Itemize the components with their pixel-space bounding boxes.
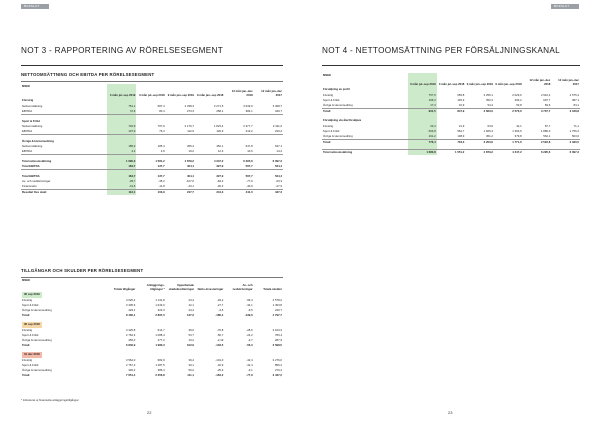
- header-label: [21, 283, 107, 292]
- cell-value: 53,8: [494, 103, 523, 109]
- column-header: 9 mån jan–sep 2019: [466, 81, 493, 86]
- cell-value: 3 564,0: [125, 357, 136, 362]
- cell-value: 19,2: [166, 149, 195, 155]
- row-label: Sport & Fritid: [323, 128, 340, 133]
- row-label: Övriga & Hemsmediring: [22, 338, 52, 343]
- column-header: 9 mån jan–sep 2018: [197, 92, 224, 97]
- cell-value: 2 029,6: [512, 92, 522, 97]
- cell-value: -76,8: [216, 327, 224, 332]
- cell-value: 6 097,3: [551, 149, 580, 155]
- cell-value: 12,3: [195, 149, 224, 155]
- cell-value: 751,1: [107, 104, 136, 109]
- row-label: Sport & Fritid: [22, 362, 39, 367]
- cell-value: 287,9: [275, 338, 282, 343]
- cell-value: -25,3: [216, 368, 224, 373]
- column-header: 12 mån jan–dec 2018: [529, 78, 551, 86]
- cell-value: 562,1: [523, 134, 552, 140]
- cell-value: 80,4: [136, 109, 165, 115]
- cell-value: 3,9: [136, 149, 165, 155]
- column-header: Netto-investeringar: [197, 286, 224, 291]
- cell-value: 138,9: [437, 134, 466, 140]
- cell-value: 6 846,9: [125, 343, 136, 348]
- section-title: TILLGÅNGAR OCH SKULDER PER RÖRELSESEGMENT: [21, 268, 144, 273]
- cell-value: 112,9: [166, 129, 195, 135]
- cell-value: 137,7: [157, 173, 165, 178]
- row-label: Total EBITDA: [22, 173, 40, 178]
- row-label: Finansnetto: [21, 184, 107, 190]
- cell-value: 14,4: [254, 149, 283, 155]
- column-header: 9 mån jan–sep 2019: [167, 92, 194, 97]
- cell-value: 697,7: [543, 97, 551, 102]
- cell-value: 273,3: [166, 109, 195, 115]
- cell-value: 1 643,0: [155, 302, 165, 307]
- cell-value: 503,0: [551, 134, 580, 140]
- cell-value: 614,7: [157, 327, 165, 332]
- cell-value: 2 575,4: [569, 92, 579, 97]
- cell-value: 137,7: [136, 164, 165, 170]
- table-row: [322, 149, 580, 155]
- row-label: Försäljning av profil: [323, 87, 350, 92]
- column-header: 9 mån jan–sep 2018: [495, 81, 522, 86]
- column-header: 3 mån jul–sep 2018: [139, 92, 165, 97]
- cell-value: -56,7: [216, 332, 224, 337]
- cell-value: 2 910,4: [540, 92, 551, 97]
- sales-channel-table: [322, 73, 580, 155]
- cell-value: 10,6: [224, 149, 253, 155]
- cell-value: 707,9: [157, 123, 165, 128]
- divider: [21, 65, 283, 66]
- cell-value: -32,9: [216, 362, 224, 367]
- cell-value: 17,3: [408, 103, 437, 109]
- cell-value: 270,2: [275, 368, 282, 373]
- cell-value: -163,2: [215, 373, 224, 378]
- row-label: Total nettoomsättning: [22, 158, 52, 163]
- cell-value: 1 393,6: [512, 128, 522, 133]
- date-badge: 31 dec 2018: [24, 352, 40, 357]
- cell-value: 1 665,4: [483, 128, 493, 133]
- cell-value: 2 897,0: [155, 313, 165, 318]
- cell-value: 184,7: [107, 174, 136, 179]
- row-label: Sport & Fritid: [22, 332, 39, 337]
- cell-value: 534,4: [275, 173, 282, 178]
- cell-value: 2 256,1: [483, 92, 493, 97]
- cell-value: 327,9: [195, 164, 224, 170]
- column-header: Upparbetade skattekrediteringar: [168, 283, 194, 291]
- spacer: [21, 378, 107, 382]
- row-label: Fönstrig: [22, 327, 33, 332]
- cell-value: 493,2: [514, 97, 522, 102]
- cell-value: -101,0: [215, 357, 224, 362]
- cell-value: 53,7: [188, 332, 194, 337]
- header-label: [322, 78, 408, 87]
- cell-value: 120,9: [195, 129, 224, 135]
- cell-value: -3,7: [247, 338, 253, 343]
- cell-value: 1 756,3: [569, 128, 579, 133]
- row-label: Nettoomsättning: [22, 123, 43, 128]
- cell-value: 1 823,4: [213, 123, 224, 128]
- cell-value: -30,3: [195, 184, 224, 190]
- cell-value: 349,7: [254, 109, 283, 115]
- cell-value: 687,4: [157, 103, 165, 108]
- table-row: [21, 190, 283, 196]
- cell-value: 63,9: [487, 123, 493, 128]
- cell-value: -34,1: [246, 302, 253, 307]
- row-label: Försäljning via återförsäljare: [323, 118, 362, 123]
- cell-value: 103,9: [157, 190, 165, 195]
- cell-value: -96,4: [246, 297, 253, 302]
- cell-value: -31,6: [107, 184, 136, 190]
- row-label: Övriga & Hemsmediring: [22, 138, 54, 143]
- cell-value: -35,7: [107, 179, 136, 184]
- cell-value: -139,6: [244, 313, 253, 318]
- cell-value: 1 287,5: [155, 362, 165, 367]
- cell-value: 7 651,4: [125, 373, 136, 378]
- cell-value: 21,9: [458, 123, 465, 128]
- cell-value: 6 295,6: [243, 158, 253, 163]
- cell-value: 4 797,7: [272, 313, 282, 318]
- cell-value: 3 649,0: [243, 103, 253, 108]
- row-label: Av- och nedskrivningar: [22, 178, 51, 183]
- row-label: Totalt: [22, 373, 30, 378]
- cell-value: 379,8: [494, 134, 523, 140]
- document-tag: BOKSLUT: [21, 4, 49, 9]
- cell-value: 1 581,2: [155, 158, 165, 163]
- cell-value: -77,9: [246, 178, 253, 183]
- cell-value: 105,3: [408, 98, 437, 103]
- row-label: Fönstrig: [323, 123, 334, 128]
- cell-value: 23,4: [408, 124, 437, 129]
- cell-value: 184,7: [107, 164, 136, 170]
- cell-value: 50,2: [188, 368, 194, 373]
- cell-value: -9,5: [247, 308, 253, 312]
- cell-value: 4 879,2: [184, 158, 194, 163]
- cell-value: 107,9: [107, 129, 136, 135]
- cell-value: 1 880,0: [540, 128, 551, 133]
- row-label: EBITDA: [21, 129, 107, 135]
- cell-value: 647,8: [245, 143, 253, 148]
- cell-value: 4,2: [107, 149, 136, 155]
- cell-value: 2 377,7: [243, 123, 253, 128]
- cell-value: 2 522,8: [540, 140, 551, 145]
- cell-value: -11,8: [136, 184, 165, 190]
- cell-value: 244,3: [216, 190, 224, 195]
- cell-value: 2 767,3: [125, 362, 136, 367]
- column-header: Av- och nedskrivningar: [232, 283, 253, 291]
- note-title: NOT 3 - RAPPORTERING AV RÖRELSESEGMENT: [21, 46, 224, 55]
- segment-assets-table: [21, 278, 283, 382]
- cell-value: 567,7: [224, 164, 253, 170]
- cell-value: 102,9: [186, 343, 194, 348]
- cell-value: 330,2: [128, 368, 136, 373]
- cell-value: 10,2: [188, 338, 194, 343]
- cell-value: 3 425,8: [125, 327, 136, 332]
- segment-revenue-table: [21, 84, 283, 195]
- unit-label: MSEK: [22, 84, 31, 88]
- cell-value: -107,6: [186, 178, 194, 183]
- cell-value: 2 576,6: [512, 109, 522, 114]
- cell-value: -56,3: [246, 343, 253, 348]
- cell-value: 456,3: [128, 338, 136, 343]
- date-badge: 30 sep 2019: [24, 292, 40, 297]
- cell-value: 534,4: [254, 164, 283, 170]
- cell-value: -24,2: [246, 332, 253, 337]
- column-header: Totala tillgångar: [113, 286, 136, 291]
- cell-value: 3 598,5: [272, 343, 282, 348]
- cell-value: 8 436,1: [125, 313, 136, 318]
- unit-label: MSEK: [22, 278, 31, 282]
- cell-value: 2 356,8: [155, 373, 165, 378]
- cell-value: 1 690,3: [107, 159, 136, 164]
- row-label: Övriga & Hemsmediring: [322, 103, 408, 109]
- cell-value: -40,9: [224, 184, 253, 190]
- cell-value: 1 980,3: [155, 343, 165, 348]
- cell-value: 6 295,6: [523, 149, 552, 155]
- row-label: Nettoomsättning: [22, 143, 43, 148]
- cell-value: 703,3: [457, 140, 465, 145]
- cell-value: 3 405,6: [125, 302, 136, 307]
- cell-value: 2 578,2: [272, 297, 282, 302]
- cell-value: 682,9: [157, 357, 165, 362]
- row-label: Sport & Fritid: [22, 118, 40, 123]
- cell-value: 1 088,4: [155, 332, 165, 337]
- cell-value: 404,1: [186, 173, 194, 178]
- cell-value: 111,1: [187, 373, 194, 378]
- row-label: Sport & Fritid: [22, 302, 39, 307]
- cell-value: 213,2: [224, 129, 253, 135]
- cell-value: 39,0: [188, 327, 194, 332]
- cell-value: 437,2: [275, 190, 282, 195]
- row-label: Övriga & Hemsmediring: [22, 368, 52, 373]
- note-title: NOT 4 - NETTOOMSÄTTNING PER FÖRSÄLJNINGSKANAL: [322, 46, 560, 55]
- cell-value: -42,4: [246, 357, 253, 362]
- cell-value: -49,2: [216, 297, 224, 302]
- cell-value: 352,3: [485, 97, 493, 102]
- column-header: 3 mån jul–sep 2019: [107, 89, 136, 98]
- cell-value: 603,8: [408, 129, 437, 134]
- cell-value: 404,1: [166, 164, 195, 170]
- cell-value: 1 771,6: [512, 140, 522, 145]
- cell-value: 113,1: [107, 190, 136, 196]
- column-header: 12 mån jan–dec 2018: [231, 89, 253, 97]
- cell-value: 23,4: [188, 297, 194, 302]
- cell-value: 277,2: [157, 338, 165, 343]
- cell-value: 776,4: [408, 140, 437, 146]
- cell-value: 145,3: [457, 97, 465, 102]
- cell-value: 4 347,2: [494, 149, 523, 155]
- cell-value: 87,7: [544, 123, 551, 128]
- cell-value: 455,4: [186, 143, 194, 148]
- cell-value: 3 468,7: [272, 103, 282, 108]
- cell-value: -27,7: [216, 302, 224, 307]
- cell-value: 441,0: [245, 190, 253, 195]
- cell-value: 4 879,2: [465, 149, 494, 155]
- cell-value: -2,19: [216, 338, 224, 343]
- cell-value: 387,1: [572, 97, 579, 102]
- cell-value: 2 163,3: [272, 327, 282, 332]
- section-title: NETTOOMSÄTTNING OCH EBITDA PER RÖRELSESEGMENT: [21, 72, 155, 77]
- row-label: Total nettoomsättning: [322, 149, 408, 155]
- cell-value: 30,1: [188, 362, 194, 367]
- cell-value: 665,8: [457, 92, 465, 97]
- cell-value: 637,1: [275, 143, 282, 148]
- row-label: Nettoomsättning: [22, 103, 43, 108]
- unit-label: MSEK: [323, 73, 332, 77]
- cell-value: 185,4: [157, 143, 165, 148]
- cell-value: 185,3: [107, 144, 136, 149]
- cell-value: 258,1: [195, 109, 224, 115]
- column-header: Totala skulder: [263, 286, 282, 291]
- row-label: Totalt: [323, 140, 331, 145]
- cell-value: 54,4: [465, 103, 494, 109]
- document-tag: BOKSLUT: [551, 4, 579, 9]
- row-label: Sport & Fritid: [323, 97, 340, 102]
- cell-value: 783,4: [275, 332, 282, 337]
- cell-value: -27,9: [254, 184, 283, 190]
- row-label: Total EBITDA: [21, 164, 107, 170]
- page-number: 22: [147, 410, 152, 415]
- cell-value: 4 025,4: [125, 297, 136, 302]
- cell-value: -28,6: [246, 327, 253, 332]
- cell-value: -35,2: [158, 178, 165, 183]
- cell-value: 1 131,8: [155, 297, 165, 302]
- divider: [322, 65, 580, 66]
- cell-value: 562,7: [457, 128, 465, 133]
- cell-value: 567,7: [245, 173, 253, 178]
- cell-value: 2 311,0: [272, 123, 282, 128]
- cell-value: 2 663,0: [483, 109, 493, 114]
- row-label: Fönstrig: [22, 98, 34, 103]
- cell-value: -32,4: [246, 362, 253, 367]
- cell-value: -77,9: [246, 373, 253, 378]
- cell-value: 84,1: [551, 103, 580, 109]
- row-label: Totalt: [22, 343, 30, 348]
- cell-value: 72,6: [107, 109, 136, 115]
- cell-value: 71,1: [573, 123, 579, 128]
- cell-value: -3,1: [247, 368, 253, 373]
- cell-value: -186,4: [215, 313, 224, 318]
- cell-value: 3 046,8: [569, 109, 579, 114]
- cell-value: 2 203,6: [483, 140, 493, 145]
- cell-value: 3 707,7: [540, 109, 551, 114]
- cell-value: 39,4: [188, 357, 194, 362]
- column-header: 12 mån jan–dec 2017: [261, 89, 282, 97]
- row-label: Totalt: [22, 313, 30, 318]
- row-label: Totalt: [323, 109, 331, 114]
- cell-value: 240,7: [275, 308, 282, 312]
- cell-value: 4 347,2: [213, 158, 224, 163]
- cell-value: 856,2: [275, 362, 282, 367]
- row-label: EBITDA: [21, 149, 107, 155]
- row-label: Övriga & Hemsmediring: [22, 308, 52, 312]
- cell-value: 2 330,5: [569, 140, 579, 145]
- cell-value: 322,3: [157, 308, 165, 312]
- column-header: Anläggnings-tillgångar *: [146, 283, 165, 291]
- page-number: 23: [448, 410, 453, 415]
- cell-value: 1 680,8: [408, 149, 437, 155]
- cell-value: 6 097,3: [272, 158, 282, 163]
- column-header: 3 mån jul–sep 2018: [438, 81, 465, 86]
- cell-value: 2 176,7: [184, 123, 194, 128]
- row-label: EBITDA: [21, 109, 107, 115]
- row-label: Resultat före skatt: [22, 190, 47, 195]
- footnote: * Inkluderar ej finansiella anläggningstillgångar: [21, 398, 79, 402]
- date-badge: 30 sep 2018: [24, 322, 40, 327]
- cell-value: -63,3: [275, 178, 282, 183]
- cell-value: 847,9: [457, 109, 465, 114]
- cell-value: 16,9: [437, 103, 466, 109]
- cell-value: 42,1: [188, 302, 194, 307]
- cell-value: -133,5: [215, 343, 224, 348]
- cell-value: -43,1: [166, 184, 195, 190]
- cell-value: 901,5: [408, 109, 437, 115]
- row-label: Övriga & Hemsmediring: [322, 134, 408, 140]
- cell-value: 327,9: [216, 173, 224, 178]
- cell-value: 2 271,5: [213, 103, 224, 108]
- cell-value: 429,1: [128, 308, 136, 312]
- row-label: Fönstrig: [22, 297, 33, 302]
- cell-value: -84,3: [216, 178, 224, 183]
- cell-value: 451,2: [465, 134, 494, 140]
- cell-value: 1 453,8: [272, 302, 282, 307]
- header-label: [21, 89, 107, 98]
- row-label: Fönstrig: [22, 357, 33, 362]
- cell-value: 452,1: [216, 143, 224, 148]
- cell-value: 24,4: [188, 308, 194, 312]
- column-header: 3 mån jul–sep 2019: [408, 78, 437, 87]
- cell-value: 386,4: [157, 368, 165, 373]
- cell-value: 2 764,3: [125, 332, 136, 337]
- cell-value: 1 551,2: [437, 149, 466, 155]
- cell-value: 757,5: [408, 93, 437, 98]
- right-page: [300, 0, 600, 424]
- column-header: 12 mån jan–dec 2017: [558, 78, 579, 86]
- cell-value: -3,5: [218, 308, 224, 312]
- cell-value: 746,9: [107, 124, 136, 129]
- row-label: Fönstrig: [323, 92, 334, 97]
- cell-value: 83,6: [523, 103, 552, 109]
- cell-value: 220,2: [254, 129, 283, 135]
- cell-value: 2 338,3: [184, 103, 194, 108]
- cell-value: 3 437,2: [272, 373, 282, 378]
- cell-value: 2 276,0: [272, 357, 282, 362]
- cell-value: 42,1: [516, 123, 522, 128]
- cell-value: 247,7: [186, 190, 194, 195]
- cell-value: 161,2: [408, 134, 437, 140]
- cell-value: 384,1: [224, 109, 253, 115]
- cell-value: 137,2: [186, 313, 194, 318]
- cell-value: 76,3: [136, 129, 165, 135]
